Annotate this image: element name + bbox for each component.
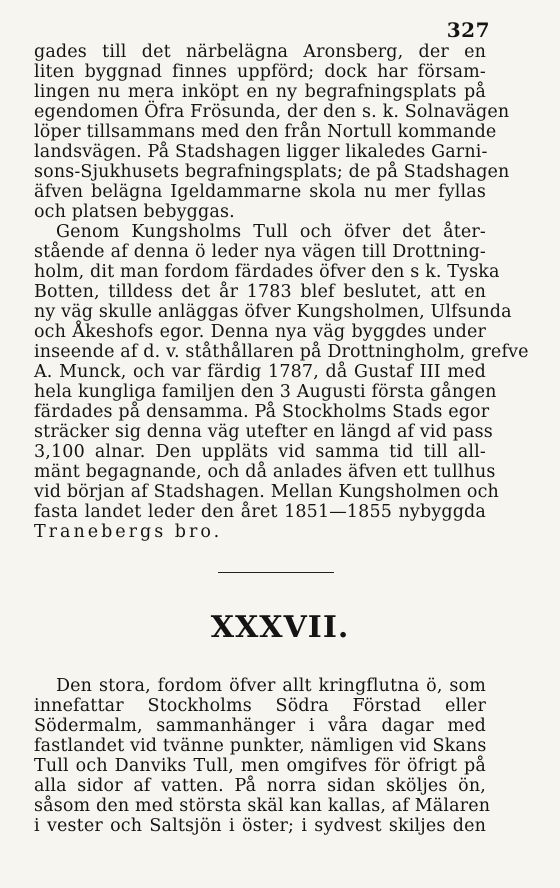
text-line: i vester och Saltsjön i öster; i sydvest skiljes den <box>34 816 486 836</box>
text-line: fastlandet vid tvänne punkter, nämligen vid Skans <box>34 736 487 756</box>
text-line: Den stora, fordom öfver allt kringflutna ö, som <box>56 676 486 696</box>
text-line: Tull och Danviks Tull, men omgifves för öfrigt på <box>34 756 486 776</box>
text-line: landsvägen. På Stadshagen ligger likaledes Garni- <box>34 142 488 162</box>
text-line: alla sidor af vatten. På norra sidan sköljes ön, <box>34 776 486 796</box>
section-heading: XXXVII. <box>210 610 350 645</box>
text-line: och Åkeshofs egor. Denna nya väg byggdes under <box>34 322 486 342</box>
text-line: fasta landet leder den året 1851—1855 nybyggda <box>34 502 486 522</box>
text-line: äfven belägna Igeldammarne skola nu mer fyllas <box>34 182 486 202</box>
text-line: vid början af Stadshagen. Mellan Kungsholmen och <box>34 482 499 502</box>
text-line: lingen nu mera inköpt en ny begrafningsplats på <box>34 82 486 102</box>
body-text <box>34 42 529 542</box>
text-line: holm, dit man fordom färdades öfver den s k. Tyska <box>34 262 500 282</box>
text-line: Botten, tilldess det år 1783 blef beslutet, att en <box>34 282 486 302</box>
text-line: ny väg skulle anläggas öfver Kungsholmen, Ulfsunda <box>34 302 512 322</box>
text-line: såsom den med största skäl kan kallas, af Mälaren <box>34 796 491 816</box>
text-line: gades till det närbelägna Aronsberg, der en <box>34 42 486 62</box>
text-line: mänt begagnande, och då anlades äfven ett tullhus <box>34 462 496 482</box>
text-line: sons-Sjukhusets begrafningsplats; de på Stadshagen <box>34 162 510 182</box>
page-number: 327 <box>446 18 490 42</box>
text-line: egendomen Öfra Frösunda, der den s. k. Solnavägen <box>34 102 510 122</box>
text-line: stående af denna ö leder nya vägen till Drottning- <box>34 242 486 262</box>
section-divider <box>218 572 334 573</box>
text-line: Tranebergs bro. <box>34 522 223 542</box>
text-line: 3,100 alnar. Den uppläts vid samma tid till all- <box>34 442 486 462</box>
text-line: färdades på densamma. På Stockholms Stads egor <box>34 402 490 422</box>
text-line: hela kungliga familjen den 3 Augusti första gången <box>34 382 497 402</box>
text-line: innefattar Stockholms Södra Förstad eller <box>34 696 486 716</box>
body-text <box>34 676 491 836</box>
text-line: Södermalm, sammanhänger i våra dagar med <box>34 716 486 736</box>
text-line: inseende af d. v. ståthållaren på Drottningholm, grefve <box>34 342 529 362</box>
text-line: sträcker sig denna väg utefter en längd af vid pass <box>34 422 493 442</box>
text-line: löper tillsammans med den från Nortull kommande <box>34 122 497 142</box>
text-line: liten byggnad finnes uppförd; dock har försam- <box>34 62 486 82</box>
text-line: Genom Kungsholms Tull och öfver det åter- <box>56 222 486 242</box>
text-line: och platsen bebyggas. <box>34 202 235 222</box>
text-line: A. Munck, och var färdig 1787, då Gustaf III med <box>34 362 486 382</box>
